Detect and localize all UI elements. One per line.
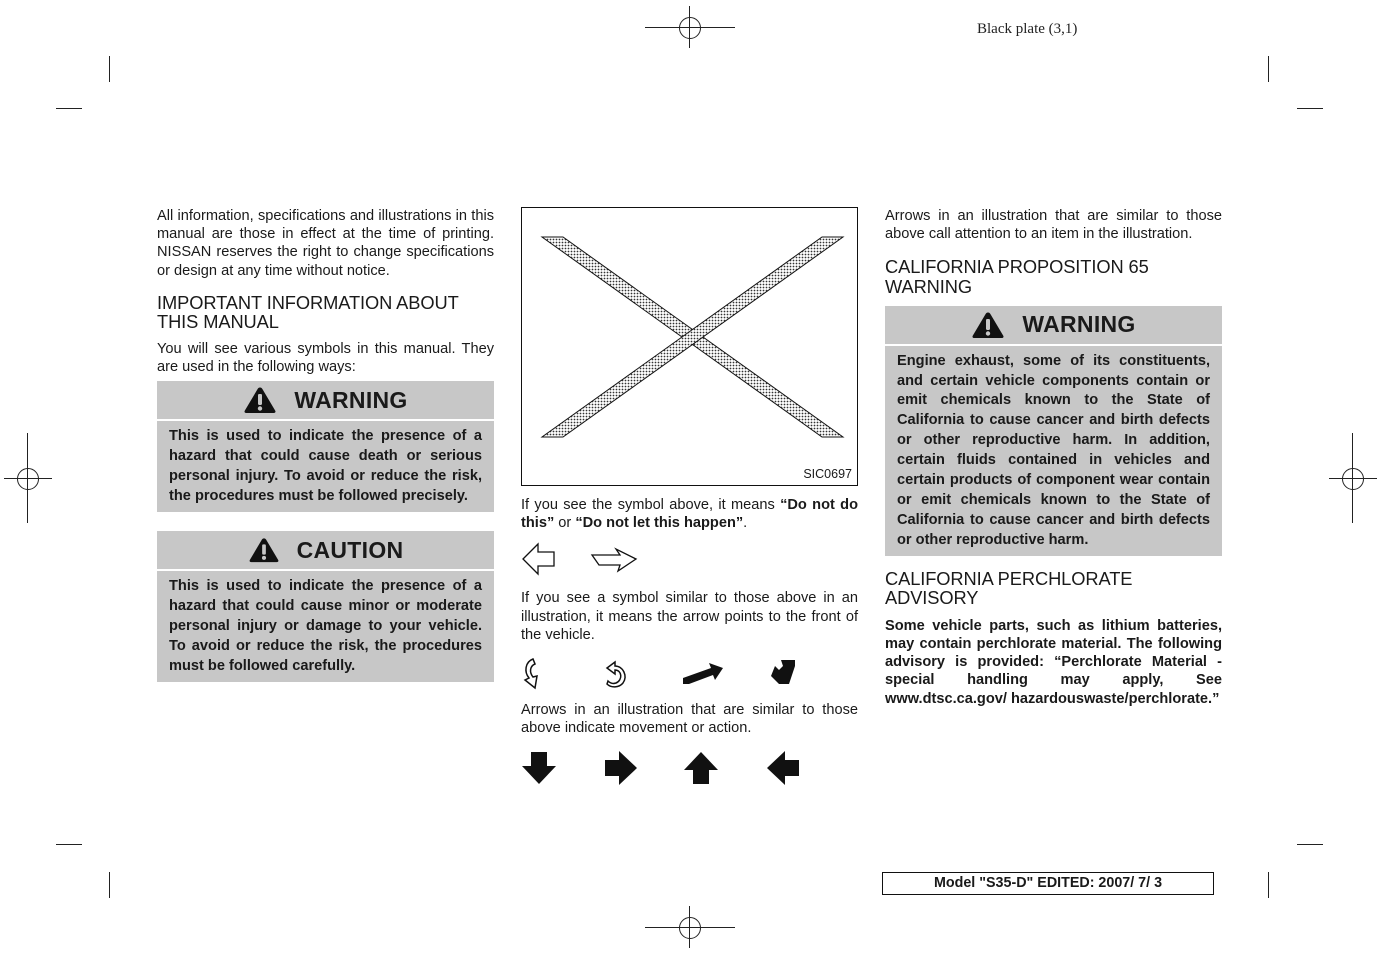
figure-code: SIC0697	[803, 467, 852, 481]
section-heading-important-info: IMPORTANT INFORMATION ABOUT THIS MANUAL	[157, 291, 459, 333]
do-not-phrase-2: “Do not let this happen”	[575, 515, 744, 532]
do-not-paragraph	[521, 496, 858, 532]
curved-arrow-icon	[521, 656, 551, 690]
footer-model-edited: Model "S35-D" EDITED: 2007/ 7/ 3	[882, 872, 1214, 895]
perchlorate-paragraph: Some vehicle parts, such as lithium batteries, may contain perchlorate material. The following advisory is provided: “Perchlorate Material - special handling may apply, See www.dtsc.ca.gov/ hazardouswaste/perchlorate.”	[885, 617, 1222, 707]
caution-header	[157, 531, 494, 569]
plate-label: Black plate (3,1)	[977, 21, 1078, 37]
section-heading-perchlorate: CALIFORNIA PERCHLORATE ADVISORY	[885, 567, 1133, 609]
warning-header	[157, 381, 494, 419]
caution-text-box: This is used to indicate the presence of a hazard that could cause minor or moderate personal injury or damage to your vehicle. To avoid or reduce the risk, the procedures must be followed carefully.	[157, 571, 494, 682]
column-right	[885, 207, 1222, 708]
curved-arrow-icon	[601, 656, 631, 690]
section-heading-prop65: CALIFORNIA PROPOSITION 65 WARNING	[885, 256, 1149, 297]
caution-triangle-icon	[248, 537, 280, 563]
solid-arrow-left-icon	[765, 750, 801, 786]
warning-label: WARNING	[294, 386, 408, 413]
outline-arrow-right-icon	[589, 547, 639, 575]
solid-arrow-up-icon	[683, 750, 719, 786]
prohibited-x-icon	[522, 208, 857, 485]
caution-label: CAUTION	[296, 536, 404, 563]
warning-triangle-icon	[243, 386, 277, 414]
symbols-paragraph: You will see various symbols in this manual. They are used in the following ways:	[157, 341, 494, 376]
prop65-text-box: Engine exhaust, some of its constituents, and certain vehicle components contain or emit chemicals known to the State of California to cause cancer and birth defects or other reproductive harm. In addition, certain fluids contained in vehicles and certain products of component wear contain or emit chemicals known to the State of California to cause cancer and birth defects or other reproductive harm.	[885, 346, 1222, 556]
solid-arrow-down-icon	[521, 750, 557, 786]
curved-arrow-icon	[769, 656, 799, 690]
do-not-phrase-1: “Do not do this”	[521, 497, 858, 532]
movement-arrows-row	[521, 654, 858, 694]
intro-paragraph: All information, specifications and illustrations in this manual are those in effect at the time of printing. NISSAN reserves the right to change specifications or design at any time without notice.	[157, 208, 494, 279]
front-arrow-paragraph: If you see a symbol similar to those above in an illustration, it means the arrow points to the front of the vehicle.	[521, 590, 858, 643]
warning-text-box: This is used to indicate the presence of a hazard that could cause death or serious personal injury. To avoid or reduce the risk, the procedures must be followed precisely.	[157, 421, 494, 512]
column-middle	[521, 207, 858, 788]
warning-triangle-icon	[971, 311, 1005, 339]
outline-arrow-left-icon	[521, 541, 557, 577]
curved-arrow-icon	[681, 660, 725, 688]
do-not-pre: If you see the symbol above, it means	[521, 497, 781, 513]
warning-header-prop65	[885, 306, 1222, 344]
solid-arrow-right-icon	[603, 750, 639, 786]
do-not-end: .	[743, 515, 748, 532]
solid-arrows-row	[521, 750, 858, 788]
column-left	[157, 207, 494, 682]
front-arrows-row	[521, 541, 858, 578]
movement-paragraph: Arrows in an illustration that are similar to those above indicate movement or action.	[521, 702, 858, 737]
do-not-mid: or	[554, 515, 576, 532]
warning-label-prop65: WARNING	[1022, 311, 1136, 338]
attention-paragraph: Arrows in an illustration that are similar to those above call attention to an item in the illustration.	[885, 208, 1222, 243]
do-not-figure	[521, 207, 858, 486]
